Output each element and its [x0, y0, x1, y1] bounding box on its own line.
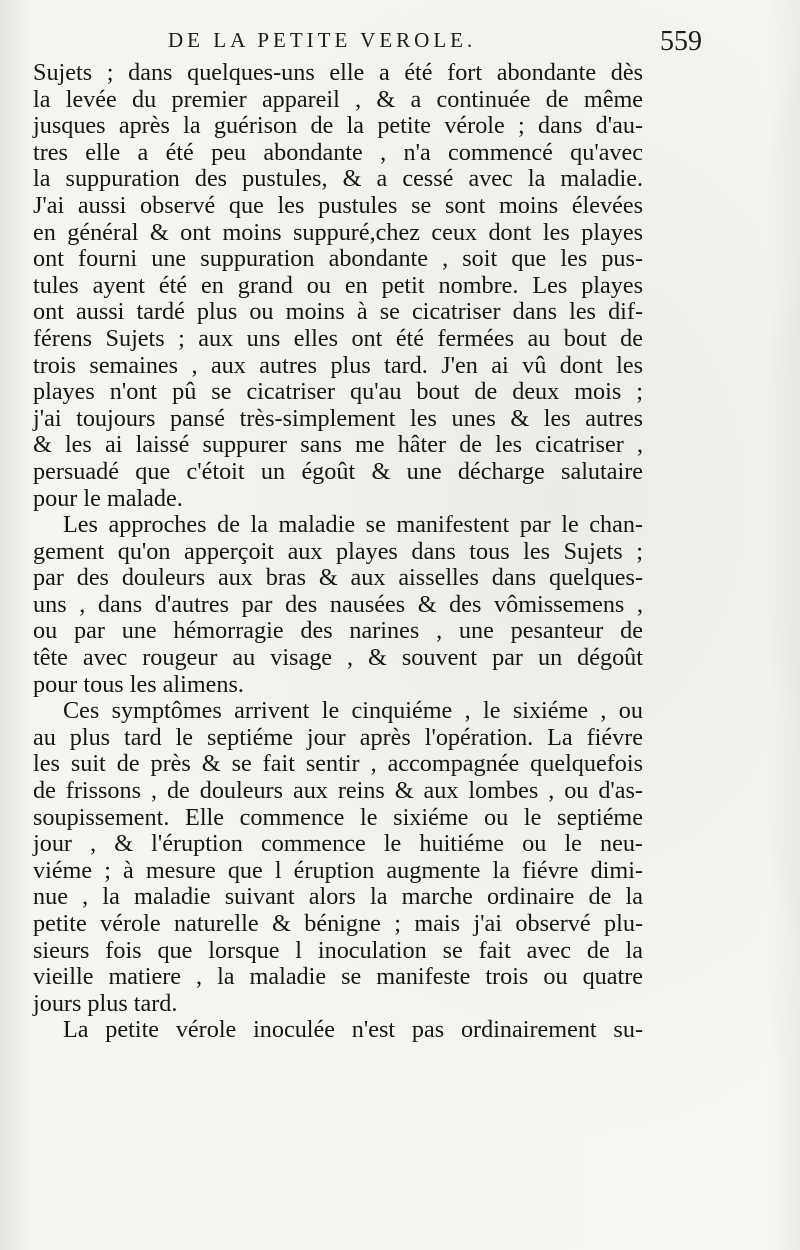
text-line: les suit de près & se fait sentir , accompagnée quelquefois: [33, 750, 643, 778]
text-line: au plus tard le septiéme jour après l'opération. La fiévre: [33, 723, 643, 751]
text-line: ont aussi tardé plus ou moins à se cicatriser dans les dif-: [33, 298, 643, 326]
text-line: persuadé que c'étoit un égoût & une décharge salutaire: [33, 457, 643, 485]
text-line: ont fourni une suppuration abondante , soit que les pus-: [33, 245, 643, 273]
text-line: & les ai laissé suppurer sans me hâter de les cicatriser ,: [33, 431, 643, 459]
text-line: férens Sujets ; aux uns elles ont été fermées au bout de: [33, 324, 643, 352]
text-line: playes n'ont pû se cicatriser qu'au bout de deux mois ;: [33, 378, 643, 406]
text-line: viéme ; à mesure que l éruption augmente la fiévre dimi-: [33, 856, 643, 884]
text-line: petite vérole naturelle & bénigne ; mais j'ai observé plu-: [33, 910, 643, 937]
text-line: Ces symptômes arrivent le cinquiéme , le sixiéme , ou: [63, 697, 643, 725]
text-line: en général & ont moins suppuré,chez ceux dont les playes: [33, 218, 643, 246]
text-line: jusques après la guérison de la petite vérole ; dans d'au-: [33, 112, 643, 140]
text-line: pour tous les alimens.: [33, 670, 244, 698]
text-line: vieille matiere , la maladie se manifeste trois ou quatre: [33, 963, 643, 991]
text-line: la levée du premier appareil , & a continuée de même: [33, 85, 643, 113]
page-number: 559: [660, 26, 702, 57]
text-line: pour le malade.: [33, 484, 183, 512]
text-line: de frissons , de douleurs aux reins & aux lombes , ou d'as-: [33, 777, 643, 805]
text-line: J'ai aussi observé que les pustules se sont moins élevées: [33, 191, 643, 219]
text-line: tules ayent été en grand ou en petit nombre. Les playes: [33, 271, 643, 299]
text-line: soupissement. Elle commence le sixiéme ou le septiéme: [33, 803, 643, 831]
text-line: sieurs fois que lorsque l inoculation se fait avec de la: [33, 936, 643, 964]
text-line: uns , dans d'autres par des nausées & des vômissemens ,: [33, 590, 643, 618]
text-line: Les approches de la maladie se manifestent par le chan-: [63, 511, 643, 539]
text-line: jours plus tard.: [33, 989, 178, 1017]
running-head: DE LA PETITE VEROLE.: [168, 28, 477, 52]
text-line: tres elle a été peu abondante , n'a commencé qu'avec: [33, 138, 643, 166]
text-line: trois semaines , aux autres plus tard. J'en ai vû dont les: [33, 351, 643, 379]
text-line: ou par une hémorragie des narines , une pesanteur de: [33, 617, 643, 645]
text-line: par des douleurs aux bras & aux aisselles dans quelques-: [33, 564, 643, 592]
body-text: [33, 60, 643, 1044]
text-line: j'ai toujours pansé très-simplement les unes & les autres: [33, 404, 643, 432]
text-line: jour , & l'éruption commence le huitiéme ou le neu-: [33, 830, 643, 858]
text-line: la suppuration des pustules, & a cessé avec la maladie.: [33, 165, 643, 193]
text-line: Sujets ; dans quelques-uns elle a été fort abondante dès: [33, 59, 643, 86]
text-line: gement qu'on apperçoit aux playes dans tous les Sujets ;: [33, 537, 643, 565]
text-line: nue , la maladie suivant alors la marche ordinaire de la: [33, 883, 643, 911]
text-line: La petite vérole inoculée n'est pas ordinairement su-: [63, 1016, 643, 1044]
text-line: tête avec rougeur au visage , & souvent par un dégoût: [33, 644, 643, 672]
